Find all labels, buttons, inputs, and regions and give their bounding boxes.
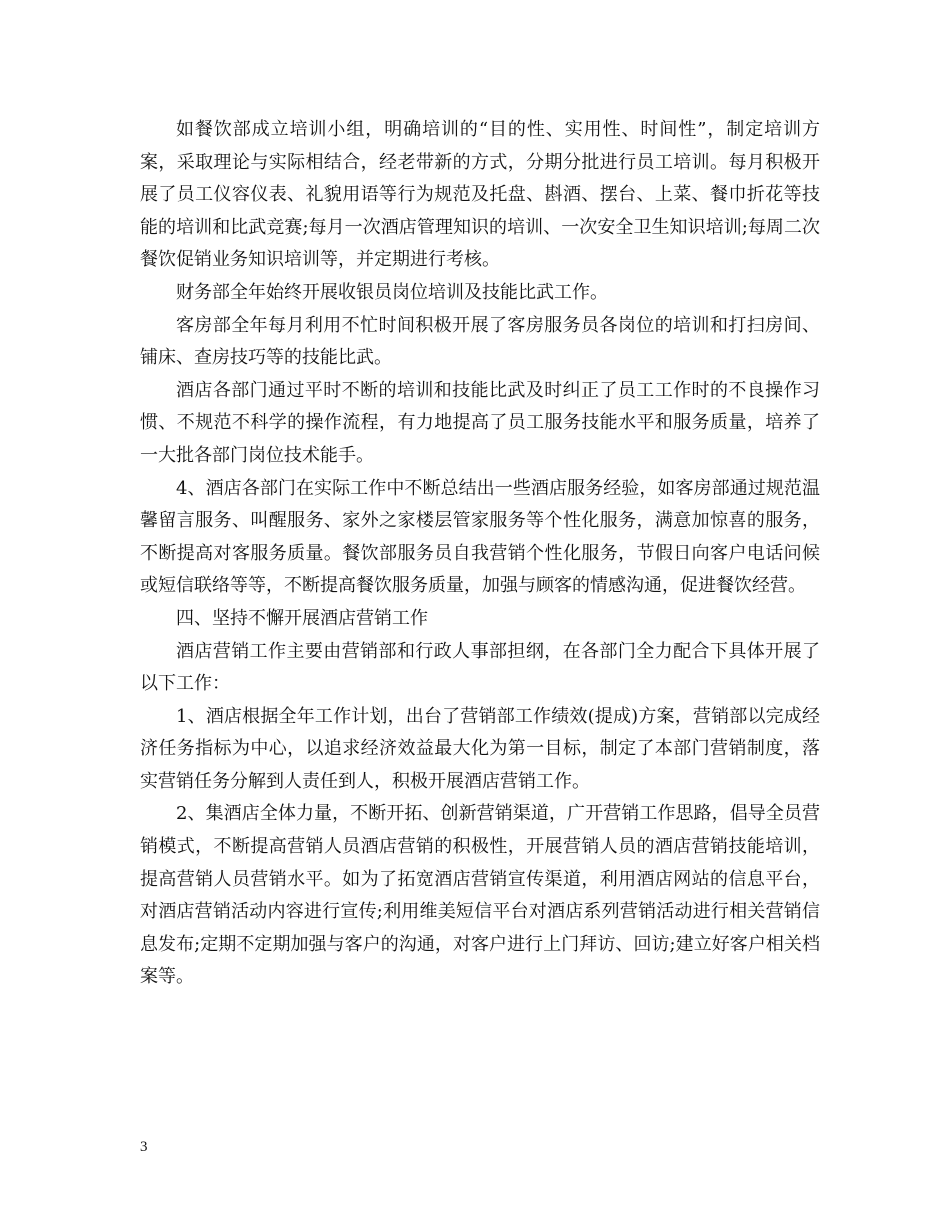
section-heading-marketing: 四、坚持不懈开展酒店营销工作 — [176, 607, 428, 629]
paragraph-marketing-channels: 2、集酒店全体力量，不断开拓、创新营销渠道，广开营销工作思路，倡导全员营销模式，不断提高营销人员酒店营销的积极性，开展营销人员的酒店营销技能培训，提高营销人员营销水平。如为了拓宽酒店营销宣传渠道，利用酒店网站的信息平台，对酒店营销活动内容进行宣传;利用维美短信平台对酒店系列营销活动进行相关营销信息发布;定期不定期加强与客户的沟通，对客户进行上门拜访、回访;建立好客户相关档案等。 — [140, 803, 820, 988]
paragraph-skills-improvement: 酒店各部门通过平时不断的培训和技能比武及时纠正了员工工作时的不良操作习惯、不规范不科学的操作流程，有力地提高了员工服务技能水平和服务质量，培养了一大批各部门岗位技术能手。 — [140, 379, 820, 466]
page-number: 3 — [140, 1139, 148, 1155]
document-body — [140, 114, 820, 994]
paragraph-marketing-plan: 1、酒店根据全年工作计划，出台了营销部工作绩效(提成)方案，营销部以完成经济任务指标为中心，以追求经济效益最大化为第一目标，制定了本部门营销制度，落实营销任务分解到人责任到人，积极开展酒店营销工作。 — [140, 705, 820, 792]
paragraph-finance-training: 财务部全年始终开展收银员岗位培训及技能比武工作。 — [176, 281, 608, 303]
paragraph-housekeeping-training: 客房部全年每月利用不忙时间积极开展了客房服务员各岗位的培训和打扫房间、铺床、查房技巧等的技能比武。 — [140, 314, 820, 369]
paragraph-catering-training: 如餐饮部成立培训小组，明确培训的“目的性、实用性、时间性”，制定培训方案，采取理论与实际相结合，经老带新的方式，分期分批进行员工培训。每月积极开展了员工仪容仪表、礼貌用语等行为规范及托盘、斟酒、摆台、上菜、餐巾折花等技能的培训和比武竞赛;每月一次酒店管理知识的培训、一次安全卫生知识培训;每周二次餐饮促销业务知识培训等，并定期进行考核。 — [140, 119, 820, 271]
paragraph-marketing-intro: 酒店营销工作主要由营销部和行政人事部担纲，在各部门全力配合下具体开展了以下工作： — [140, 640, 820, 695]
paragraph-service-experience: 4、酒店各部门在实际工作中不断总结出一些酒店服务经验，如客房部通过规范温馨留言服务、叫醒服务、家外之家楼层管家服务等个性化服务，满意加惊喜的服务，不断提高对客服务质量。餐饮部服务员自我营销个性化服务，节假日向客户电话问候或短信联络等等，不断提高餐饮服务质量，加强与顾客的情感沟通，促进餐饮经营。 — [140, 477, 820, 597]
